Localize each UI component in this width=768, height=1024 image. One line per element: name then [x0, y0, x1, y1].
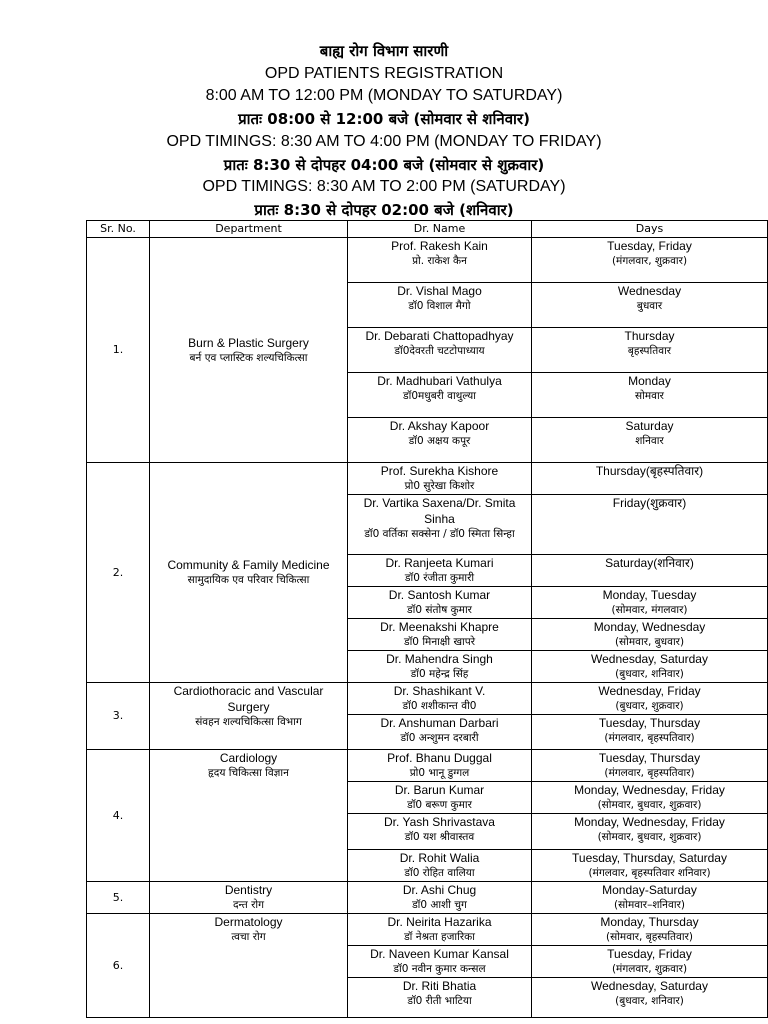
table-row	[87, 750, 768, 782]
days-value: Wednesday, Saturday	[591, 979, 708, 993]
table-body	[87, 238, 768, 1018]
days-value: Thursday(बृहस्पतिवार)	[595, 464, 704, 478]
days-value-hindi: (मंगलवार, शुक्रवार)	[611, 963, 688, 975]
doctor-name-cell	[348, 914, 532, 946]
days-value: Friday(शुक्रवार)	[612, 496, 687, 510]
doctor-name: Dr. Madhubari Vathulya	[377, 374, 502, 388]
department-cell	[150, 750, 348, 882]
opd-schedule-table	[86, 220, 768, 1018]
column-header-sr-no: Sr. No.	[87, 221, 150, 238]
registration-timing: 8:00 AM TO 12:00 PM (MONDAY TO SATURDAY)	[205, 87, 563, 105]
days-cell	[532, 683, 768, 715]
doctor-name-cell	[348, 328, 532, 373]
department-name-hindi: बर्न एव प्लास्टिक शल्यचिकित्सा	[189, 351, 308, 364]
days-value-hindi: (सोमवार, बुधवार, शुक्रवार)	[597, 831, 702, 843]
days-value: Monday, Wednesday, Friday	[574, 815, 725, 829]
days-value-hindi: (सोमवार, मंगलवार)	[611, 604, 688, 616]
days-value: Monday, Wednesday	[593, 620, 706, 634]
doctor-name-cell	[348, 978, 532, 1018]
opd-timing-weekdays-hindi: प्रातः 8:30 से दोपहर 04:00 बजे (सोमवार से शुक्रवार)	[223, 155, 545, 174]
doctor-name-hindi: डॉ0 रोहित वालिया	[404, 867, 475, 879]
department-name-hindi: दन्त रोग	[232, 899, 265, 911]
days-cell	[532, 619, 768, 651]
doctor-name-cell	[348, 651, 532, 683]
doctor-name: Dr. Meenakshi Khapre	[380, 620, 499, 634]
column-header-department: Department	[150, 221, 348, 238]
days-value: Tuesday, Thursday	[598, 751, 701, 765]
department-cell	[150, 882, 348, 914]
doctor-name-cell	[348, 373, 532, 418]
title-english: OPD PATIENTS REGISTRATION	[264, 64, 504, 82]
doctor-name: Dr. Shashikant V.	[393, 684, 486, 698]
days-value-hindi: (सोमवार, बुधवार)	[614, 636, 685, 648]
doctor-name-hindi: प्रो0 भानू डुग्गल	[409, 767, 470, 779]
days-value: Tuesday, Thursday	[598, 716, 701, 730]
doctor-name: Prof. Rakesh Kain	[391, 239, 488, 253]
days-cell	[532, 495, 768, 555]
table-row	[87, 882, 768, 914]
doctor-name-cell	[348, 418, 532, 463]
table-header-row	[87, 221, 768, 238]
days-value: Wednesday	[617, 284, 682, 298]
doctor-name: Dr. Ranjeeta Kumari	[385, 556, 494, 570]
doctor-name: Dr. Anshuman Darbari	[380, 716, 499, 730]
doctor-name: Dr. Neirita Hazarika	[387, 915, 492, 929]
doctor-name: Dr. Akshay Kapoor	[389, 419, 490, 433]
column-header-doctor-name: Dr. Name	[348, 221, 532, 238]
days-value: Tuesday, Friday	[607, 947, 692, 961]
days-cell	[532, 418, 768, 463]
doctor-name-cell	[348, 495, 532, 555]
doctor-name-hindi: डॉ0 रंजीता कुमारी	[404, 572, 475, 584]
department-name: Cardiology	[219, 751, 278, 765]
doctor-name-cell	[348, 750, 532, 782]
department-name-hindi: सामुदायिक एव परिवार चिकित्सा	[187, 574, 310, 586]
doctor-name-hindi: डॉ0 अन्शुमन दरबारी	[400, 732, 479, 744]
days-cell	[532, 715, 768, 750]
department-cell	[150, 914, 348, 1018]
days-cell	[532, 463, 768, 495]
doctor-name-hindi: डॉ0 विशाल मैगो	[408, 300, 471, 312]
doctor-name-cell	[348, 587, 532, 619]
doctor-name: Dr. Mahendra Singh	[386, 652, 493, 666]
doctor-name-hindi: डॉ0 संतोष कुमार	[407, 604, 472, 616]
days-value-hindi: (बुधवार, शनिवार)	[615, 668, 684, 680]
doctor-name: Dr. Debarati Chattopadhyay	[365, 329, 514, 343]
doctor-name-hindi: डॉ0 आशी चुग	[412, 899, 467, 911]
sr-no-cell: 1.	[87, 238, 150, 463]
days-cell	[532, 750, 768, 782]
days-value: Wednesday, Friday	[598, 684, 701, 698]
table-row	[87, 914, 768, 946]
days-value-hindi: बुधवार	[636, 300, 663, 312]
doctor-name: Dr. Rohit Walia	[399, 851, 480, 865]
doctor-name: Dr. Vishal Mago	[397, 284, 482, 298]
doctor-name: Dr. Barun Kumar	[394, 783, 485, 797]
days-cell	[532, 814, 768, 850]
sr-no-cell: 3.	[87, 683, 150, 750]
doctor-name-hindi: डॉ0 महेन्द्र सिंह	[410, 668, 469, 680]
days-cell	[532, 978, 768, 1018]
doctor-name: Dr. Naveen Kumar Kansal	[370, 947, 509, 961]
department-name: Community & Family Medicine	[167, 558, 330, 572]
days-cell	[532, 946, 768, 978]
doctor-name-hindi: प्रो. राकेश कैन	[412, 255, 467, 267]
days-cell	[532, 850, 768, 882]
days-cell	[532, 882, 768, 914]
doctor-name-hindi: प्रो0 सुरेखा किशोर	[404, 480, 475, 492]
days-value: Monday, Thursday	[600, 915, 699, 929]
column-header-days: Days	[532, 221, 768, 238]
doctor-name-hindi: डॉ0मधुबरी वाथुल्या	[403, 390, 476, 402]
days-value-hindi: (बुधवार, शुक्रवार)	[615, 700, 684, 712]
doctor-name-cell	[348, 715, 532, 750]
days-cell	[532, 238, 768, 283]
days-value-hindi: (मंगलवार, बृहस्पतिवार शनिवार)	[588, 867, 711, 879]
doctor-name-hindi: डॉ0 मिनाक्षी खापरे	[403, 636, 476, 648]
doctor-name-cell	[348, 463, 532, 495]
days-value: Wednesday, Saturday	[591, 652, 708, 666]
sr-no-cell: 5.	[87, 882, 150, 914]
days-cell	[532, 283, 768, 328]
doctor-name-cell	[348, 238, 532, 283]
doctor-name-cell	[348, 946, 532, 978]
doctor-name-hindi: डॉ0 बरूण कुमार	[407, 799, 472, 811]
days-value-hindi: बृहस्पतिवार	[627, 345, 672, 357]
department-cell	[150, 463, 348, 683]
doctor-name-hindi: डॉ0 शशीकान्त वी0	[402, 700, 477, 712]
opd-timing-weekdays: OPD TIMINGS: 8:30 AM TO 4:00 PM (MONDAY TO FRIDAY)	[166, 132, 602, 150]
doctor-name-hindi: डॉ0 यश श्रीवास्तव	[404, 831, 475, 843]
doctor-name-hindi: डॉ0देवरती चटटोपाध्याय	[394, 345, 485, 357]
department-name-hindi: त्वचा रोग	[231, 931, 266, 943]
days-value-hindi: सोमवार	[635, 390, 664, 402]
days-cell	[532, 587, 768, 619]
title-hindi: बाह्य रोग विभाग सारणी	[319, 42, 449, 60]
opd-timing-saturday: OPD TIMINGS: 8:30 AM TO 2:00 PM (SATURDAY)	[202, 178, 566, 196]
days-value-hindi: (सोमवार–शनिवार)	[614, 899, 685, 911]
days-cell	[532, 328, 768, 373]
department-name: Dentistry	[224, 883, 273, 897]
doctor-name-cell	[348, 814, 532, 850]
days-value-hindi: शनिवार	[635, 435, 664, 447]
days-value: Thursday	[624, 329, 675, 343]
days-value-hindi: (सोमवार, बुधवार, शुक्रवार)	[597, 799, 702, 811]
doctor-name-cell	[348, 683, 532, 715]
doctor-name: Prof. Bhanu Duggal	[387, 751, 492, 765]
days-value: Monday-Saturday	[602, 883, 697, 897]
days-value-hindi: (मंगलवार, बृहस्पतिवार)	[604, 767, 695, 779]
doctor-name-hindi: डॉ0 नवीन कुमार कन्सल	[393, 963, 486, 975]
table-row	[87, 463, 768, 495]
doctor-name-cell	[348, 283, 532, 328]
table-row	[87, 238, 768, 283]
opd-timing-saturday-hindi: प्रातः 8:30 से दोपहर 02:00 बजे (शनिवार)	[254, 200, 514, 219]
days-value: Tuesday, Thursday, Saturday	[572, 851, 727, 865]
doctor-name: Dr. Riti Bhatia	[402, 979, 477, 993]
doctor-name: Dr. Vartika Saxena/Dr. Smita Sinha	[363, 496, 516, 526]
department-cell	[150, 238, 348, 463]
doctor-name-hindi: डॉ नेश्रता हजारिका	[404, 931, 475, 943]
days-cell	[532, 782, 768, 814]
department-cell	[150, 683, 348, 750]
sr-no-cell: 6.	[87, 914, 150, 1018]
days-value-hindi: (मंगलवार, बृहस्पतिवार)	[604, 732, 695, 744]
sr-no-cell: 2.	[87, 463, 150, 683]
doctor-name-cell	[348, 882, 532, 914]
doctor-name-hindi: डॉ0 रीती भाटिया	[407, 995, 472, 1007]
document-header	[0, 40, 768, 222]
days-value: Monday, Tuesday	[602, 588, 697, 602]
days-cell	[532, 373, 768, 418]
days-value: Monday	[628, 374, 671, 388]
doctor-name: Dr. Santosh Kumar	[388, 588, 491, 602]
department-name: Burn & Plastic Surgery	[188, 335, 309, 350]
days-value-hindi: (सोमवार, बृहस्पतिवार)	[606, 931, 693, 943]
days-value: Monday, Wednesday, Friday	[574, 783, 725, 797]
days-value: Tuesday, Friday	[607, 239, 692, 253]
department-name: Cardiothoracic and Vascular Surgery	[173, 684, 324, 714]
doctor-name: Dr. Yash Shrivastava	[384, 815, 495, 829]
doctor-name: Dr. Ashi Chug	[402, 883, 477, 897]
days-cell	[532, 914, 768, 946]
sr-no-cell: 4.	[87, 750, 150, 882]
doctor-name-hindi: डॉ0 वर्तिका सक्सेना / डॉ0 स्मिता सिन्हा	[364, 528, 515, 540]
days-value-hindi: (बुधवार, शनिवार)	[615, 995, 684, 1007]
department-name: Dermatology	[214, 915, 283, 929]
doctor-name-cell	[348, 619, 532, 651]
days-value: Saturday	[625, 419, 674, 433]
department-name-hindi: हृदय चिकित्सा विज्ञान	[208, 767, 289, 779]
department-name-hindi: संवहन शल्यचिकित्सा विभाग	[195, 716, 302, 728]
doctor-name-cell	[348, 555, 532, 587]
table-row	[87, 683, 768, 715]
days-cell	[532, 555, 768, 587]
doctor-name-hindi: डॉ0 अक्षय कपूर	[408, 435, 471, 447]
doctor-name-cell	[348, 850, 532, 882]
doctor-name-cell	[348, 782, 532, 814]
doctor-name: Prof. Surekha Kishore	[380, 464, 499, 478]
days-value-hindi: (मंगलवार, शुक्रवार)	[611, 255, 688, 267]
days-value: Saturday(शनिवार)	[605, 556, 694, 570]
registration-timing-hindi: प्रातः 08:00 से 12:00 बजे (सोमवार से शनिवार)	[238, 110, 530, 129]
days-cell	[532, 651, 768, 683]
